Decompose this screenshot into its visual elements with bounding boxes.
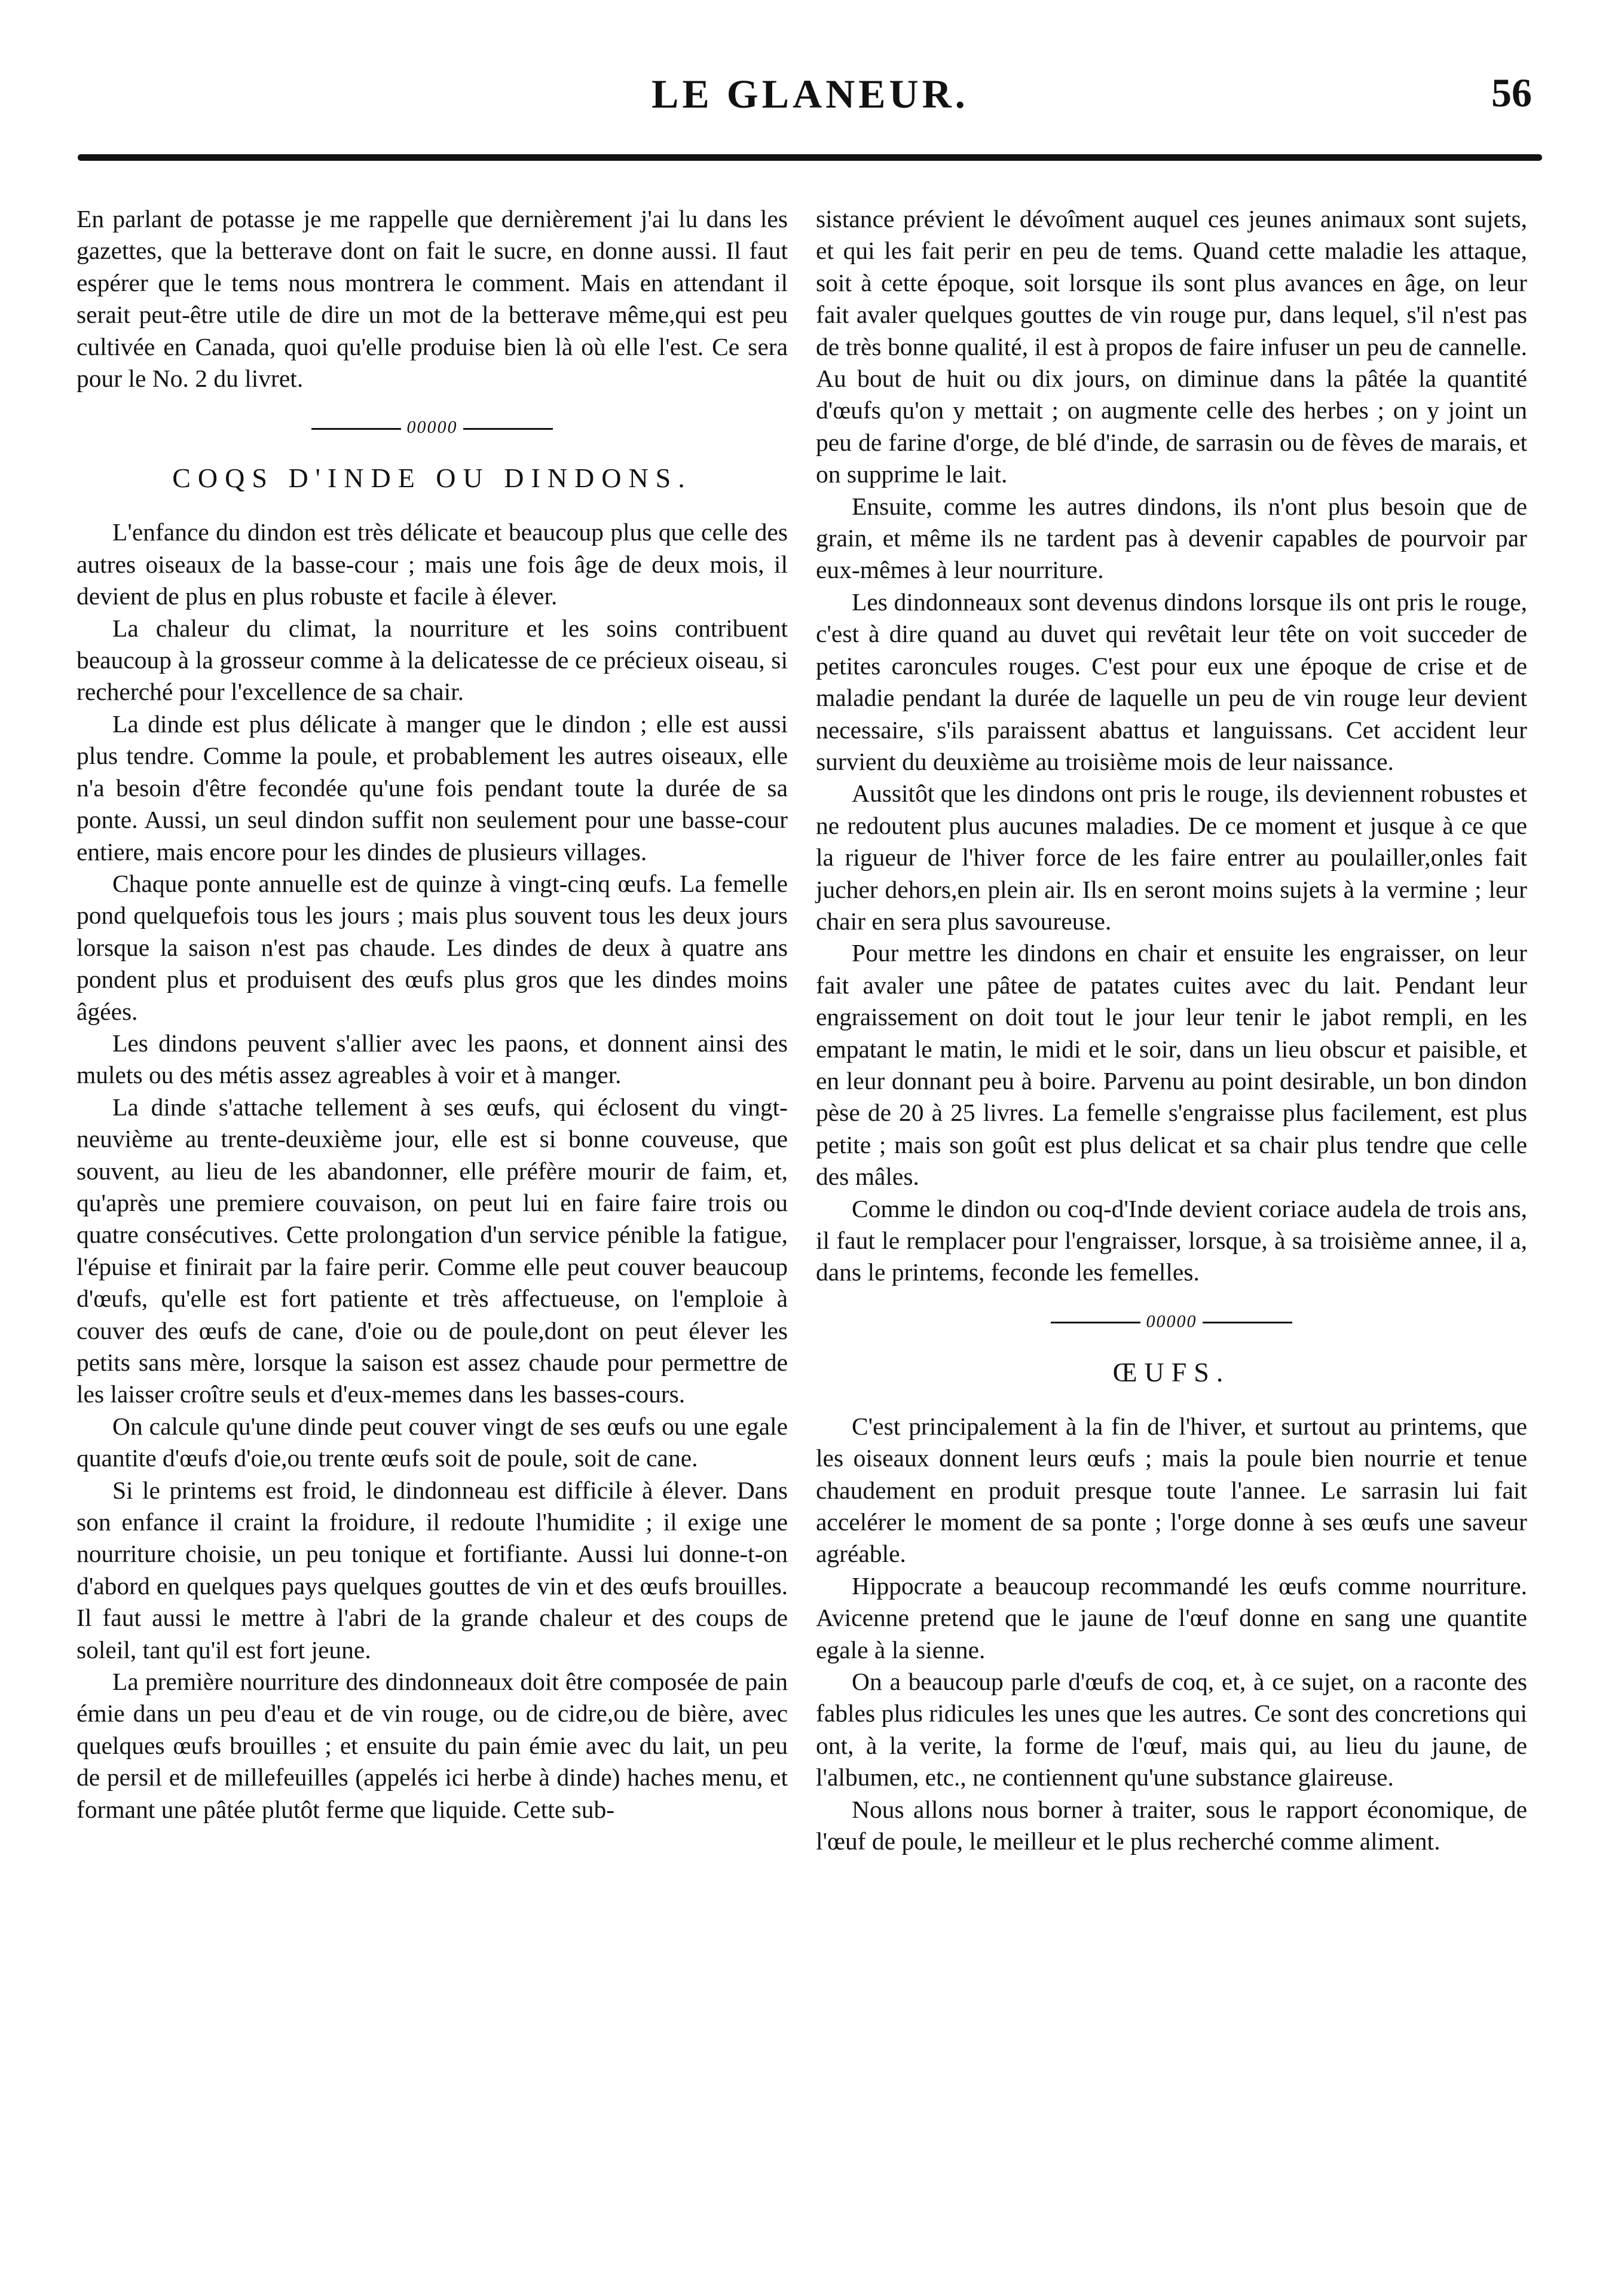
separator-ornament: 00000 [1146,1311,1197,1331]
article-paragraph: Chaque ponte annuelle est de quinze à vingt-cinq œufs. La femelle pond quelquefois tous les jours ; mais plus souvent tous les deux jours lorsque la saison n'est pas chaude. Les dindes de deux à quatre ans pondent plus et produisent des œufs plus gros que les dindes moins âgées. [77,869,788,1025]
section-separator [816,1289,1527,1355]
section-heading-dindons: COQS D'INDE OU DINDONS. [172,463,692,494]
article-paragraph: Nous allons nous borner à traiter, sous le rapport économique, de l'œuf de poule, le meilleur et le plus recherché comme aliment. [816,1795,1527,1855]
intro-paragraph: En parlant de potasse je me rappelle que dernièrement j'ai lu dans les gazettes, que la betterave dont on fait le sucre, en donne aussi. Il faut espérer que le tems nous montrera le comment. Mais en attendant il serait peut-être utile de dire un mot de la betterave même,qui est peu cultivée en Canada, quoi qu'elle produise bien là où elle l'est. Ce sera pour le No. 2 du livret. [77,205,788,393]
article-paragraph: On a beaucoup parle d'œufs de coq, et, à ce sujet, on a raconte des fables plus ridicules les unes que les autres. Ce sont des concretions qui ont, à la verite, la forme de l'œuf, mais qui, au lieu du jaune, de l'albumen, etc., ne contiennent qu'une substance glaireuse. [816,1668,1527,1791]
article-paragraph-continued: sistance prévient le dévoîment auquel ces jeunes animaux sont sujets, et qui les fait perir en peu de tems. Quand cette maladie les attaque, soit à cette époque, soit lorsque ils sont plus avances en âge, on leur fait avaler quelques gouttes de vin rouge pur, dans lequel, s'il n'est pas de très bonne qualité, il est à propos de faire infuser un peu de cannelle. Au bout de huit ou dix jours, on diminue dans la pâtée la quantité d'œufs qu'on y mettait ; on augmente celle des herbes ; on y joint un peu de farine d'orge, de blé d'inde, de sarrasin ou de fèves de marais, et on supprime le lait. [816,205,1527,488]
separator-rule-left [1051,1322,1140,1323]
article-paragraph: Les dindons peuvent s'allier avec les paons, et donnent ainsi des mulets ou des métis assez agreables à voir et à manger. [77,1029,788,1089]
article-paragraph: Ensuite, comme les autres dindons, ils n'ont plus besoin que de grain, et même ils ne tardent pas à devenir capables de pourvoir par eux-mêmes à leur nourriture. [816,492,1527,584]
section-separator [77,395,788,460]
article-paragraph: C'est principalement à la fin de l'hiver, et surtout au printems, que les oiseaux donnent leurs œufs ; mais la poule bien nourrie et tenue chaudement en produit presque toute l'annee. Le sarrasin lui fait accelérer le moment de sa ponte ; l'orge donne à ses œufs une saveur agréable. [816,1412,1527,1568]
header-rule [78,154,1542,161]
article-paragraph: La dinde est plus délicate à manger que le dindon ; elle est aussi plus tendre. Comme la poule, et probablement les autres oiseaux, elle n'a besoin d'être fecondée qu'une fois pendant toute la durée de sa ponte. Aussi, un seul dindon suffit non seulement pour une basse-cour entiere, mais encore pour les dindes de plusieurs villages. [77,710,788,866]
article-paragraph: Comme le dindon ou coq-d'Inde devient coriace audela de trois ans, il faut le remplacer pour l'engraisser, lorsque, à sa troisième annee, il a, dans le printems, feconde les femelles. [816,1194,1527,1286]
article-paragraph: La dinde s'attache tellement à ses œufs, qui éclosent du vingt-neuvième au trente-deuxième jour, elle est si bonne couveuse, que souvent, au lieu de les abandonner, elle préfère mourir de faim, et, qu'après une premiere couvaison, on peut lui en faire faire trois ou quatre consécutives. Cette prolongation d'un service pénible la fatigue, l'épuise et finirait par la faire perir. Comme elle peut couver beaucoup d'œufs, qu'elle est fort patiente et très affectueuse, on l'emploie à couver des œufs de cane, d'oie ou de poule,dont on peut élever les petits sans mère, lorsque la saison est assez chaude pour permettre de les laisser croître seuls et d'eux-memes dans les basses-cours. [77,1093,788,1408]
article-paragraph: Aussitôt que les dindons ont pris le rouge, ils deviennent robustes et ne redoutent plus aucunes maladies. De ce moment et jusque à ce que la rigueur de l'hiver force de les faire entrer au poulailler,onles fait jucher dehors,en plein air. Ils en seront moins sujets à la vermine ; leur chair en sera plus savoureuse. [816,779,1527,935]
section-heading-oeufs: ŒUFS. [1112,1356,1231,1387]
article-paragraph: Pour mettre les dindons en chair et ensuite les engraisser, on leur fait avaler une pâtee de patates cuites avec du lait. Pendant leur engraissement on doit tout le jour leur tenir le jabot rempli, en les empatant le matin, le midi et le soir, dans un lieu obscur et paisible, et en leur donnant peu à boire. Parvenu au point desirable, un bon dindon pèse de 20 à 25 livres. La femelle s'engraisse plus facilement, est plus petite ; mais son goût est plus delicat et sa chair plus tendre que celle des mâles. [816,939,1527,1191]
separator-rule-right [1203,1322,1292,1323]
right-column [816,203,1527,1858]
article-paragraph: On calcule qu'une dinde peut couver vingt de ses œufs ou une egale quantite d'œufs d'oie,ou trente œufs soit de poule, soit de cane. [77,1412,788,1472]
article-paragraph: Si le printems est froid, le dindonneau est difficile à élever. Dans son enfance il craint la froidure, il redoute l'humidite ; il exige une nourriture choisie, un peu tonique et fortifiante. Aussi lui donne-t-on d'abord en quelques pays quelques gouttes de vin et des œufs brouilles. Il faut aussi le mettre à l'abri de la grande chaleur et des coups de soleil, tant qu'il est fort jeune. [77,1476,788,1664]
page-header [0,0,1618,155]
article-paragraph: Hippocrate a beaucoup recommandé les œufs comme nourriture. Avicenne pretend que le jaune de l'œuf donne en sang une quantite egale à la sienne. [816,1572,1527,1664]
separator-ornament: 00000 [406,417,458,438]
article-paragraph: La chaleur du climat, la nourriture et les soins contribuent beaucoup à la grosseur comme à la delicatesse de ce précieux oiseau, si recherché pour l'excellence de sa chair. [77,614,788,706]
article-paragraph: La première nourriture des dindonneaux doit être composée de pain émie dans un peu d'eau et de vin rouge, ou de cidre,ou de bière, avec quelques œufs brouilles ; et ensuite du pain émie avec du lait, un peu de persil et de millefeuilles (appelés ici herbe à dinde) haches menu, et formant une pâtée plutôt ferme que liquide. Cette sub- [77,1668,788,1823]
article-paragraph: L'enfance du dindon est très délicate et beaucoup plus que celle des autres oiseaux de la basse-cour ; mais une fois âge de deux mois, il devient de plus en plus robuste et facile à élever. [77,518,788,610]
separator-rule-left [311,428,401,430]
left-column [77,203,788,1826]
article-paragraph: Les dindonneaux sont devenus dindons lorsque ils ont pris le rouge, c'est à dire quand au duvet qui revêtait leur tête on voit succeder de petites caroncules rouges. C'est pour eux une époque de crise et de maladie pendant la durée de laquelle un peu de vin rouge leur devient necessaire, s'ils paraissent abattus et languissans. Cet accident leur survient du deuxième au troisième mois de leur naissance. [816,588,1527,775]
page-number: 56 [1491,70,1532,115]
separator-rule-right [463,428,553,430]
journal-title: LE GLANEUR. [652,71,969,117]
